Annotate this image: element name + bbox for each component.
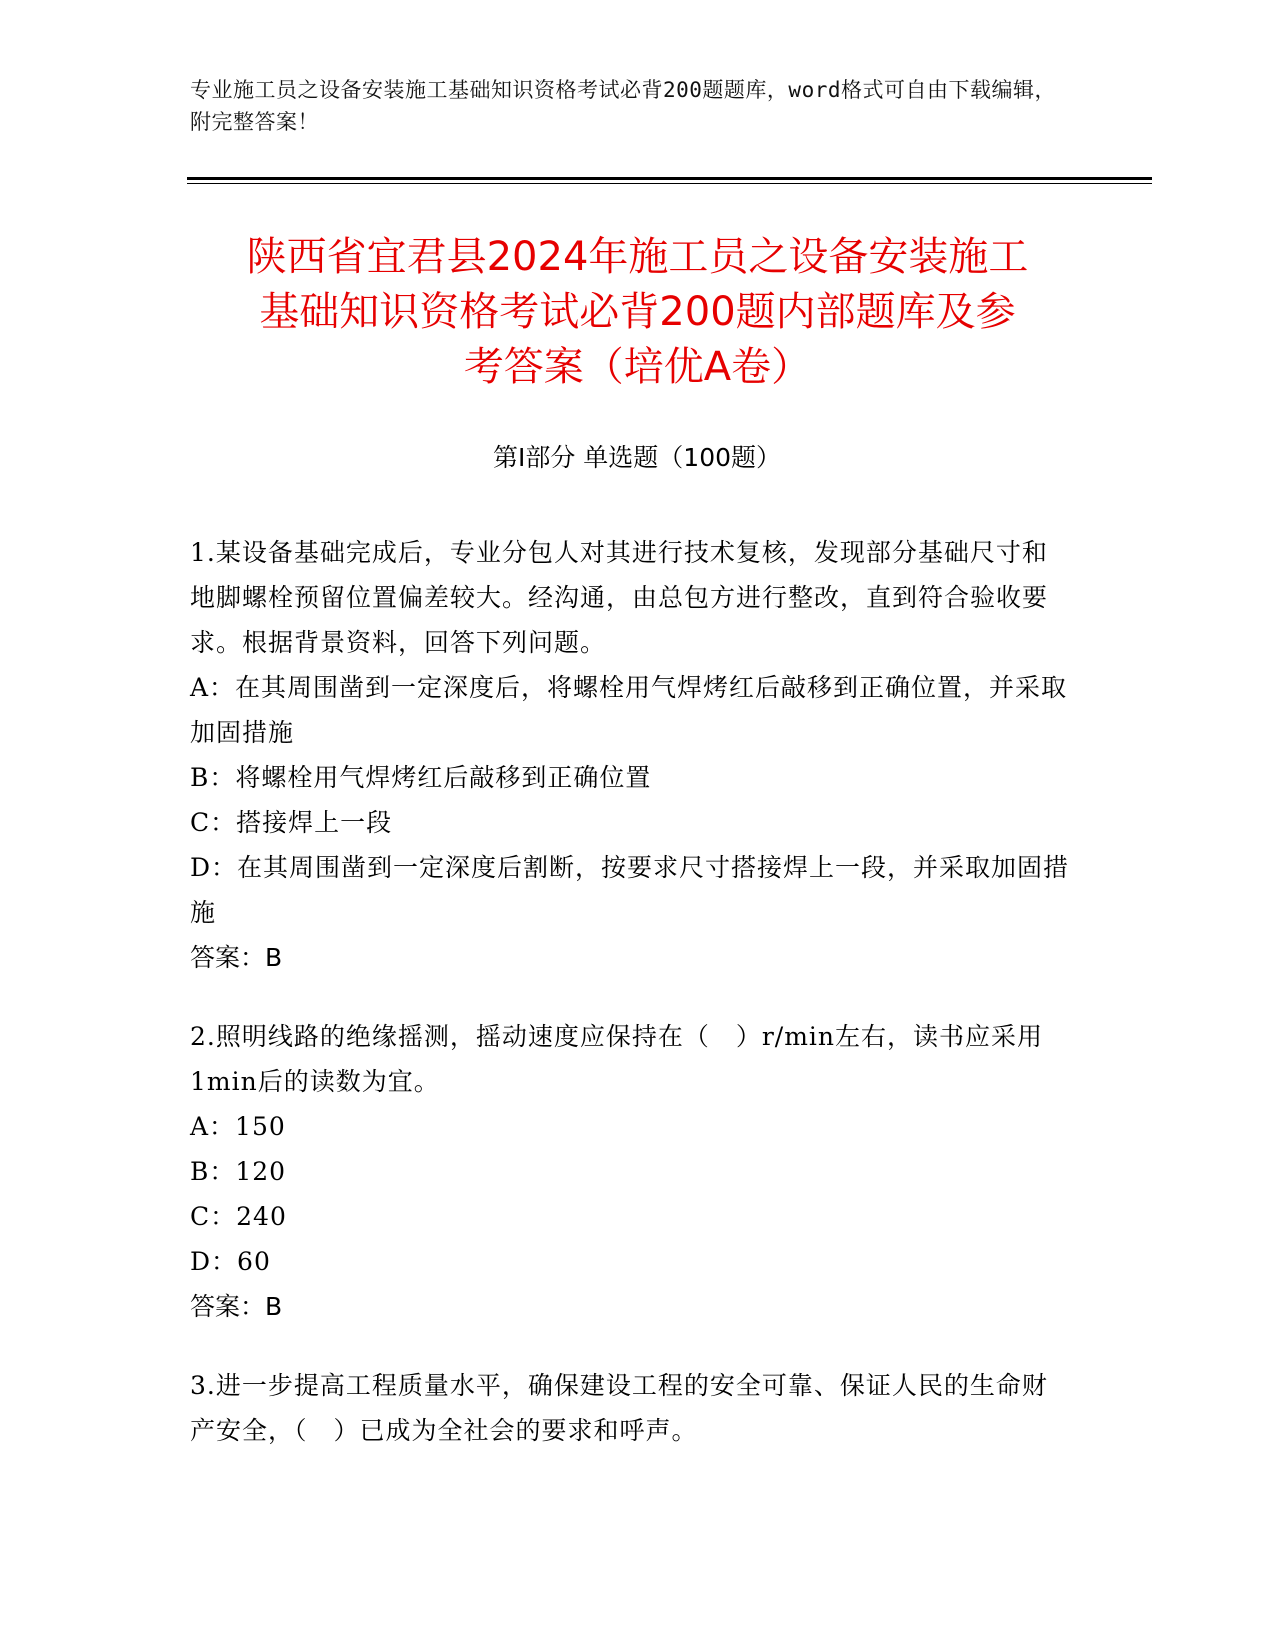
header-divider-thick [187,177,1152,180]
question-text: 3.进一步提高工程质量水平，确保建设工程的安全可靠、保证人民的生命财产安全，（ ）已成为全社会的要求和呼声。 [190,1371,1048,1445]
question-2 [190,1014,1070,1329]
answer: 答案：B [190,943,283,972]
option-d: D：60 [190,1247,271,1276]
option-c: C：搭接焊上一段 [190,808,393,837]
question-text: 1.某设备基础完成后，专业分包人对其进行技术复核，发现部分基础尺寸和地脚螺栓预留位置偏差较大。经沟通，由总包方进行整改，直到符合验收要求。根据背景资料，回答下列问题。 [190,538,1049,657]
option-c: C：240 [190,1202,287,1231]
title-line: 基础知识资格考试必背200题内部题库及参 [259,289,1016,335]
question-text: 2.照明线路的绝缘摇测，摇动速度应保持在（ ）r/min左右，读书应采用1min后的读数为宜。 [190,1022,1044,1096]
document-title [150,230,1125,395]
title-line: 考答案（培优A卷） [463,344,812,390]
question-list [190,530,1070,1487]
header-divider-thin [187,183,1152,184]
header-note: 专业施工员之设备安装施工基础知识资格考试必背200题题库，word格式可自由下载编辑，附完整答案！ [190,78,1056,134]
option-d: D：在其周围凿到一定深度后割断，按要求尺寸搭接焊上一段，并采取加固措施 [190,853,1070,927]
section-title: 第Ⅰ部分 单选题（100题） [492,443,782,472]
option-a: A：150 [190,1112,286,1141]
title-line: 陕西省宜君县2024年施工员之设备安装施工 [246,234,1029,280]
option-b: B：120 [190,1157,287,1186]
option-b: B：将螺栓用气焊烤红后敲移到正确位置 [190,763,652,792]
question-1 [190,530,1070,980]
option-a: A：在其周围凿到一定深度后，将螺栓用气焊烤红后敲移到正确位置，并采取加固措施 [190,673,1068,747]
question-3 [190,1363,1070,1453]
answer: 答案：B [190,1292,283,1321]
